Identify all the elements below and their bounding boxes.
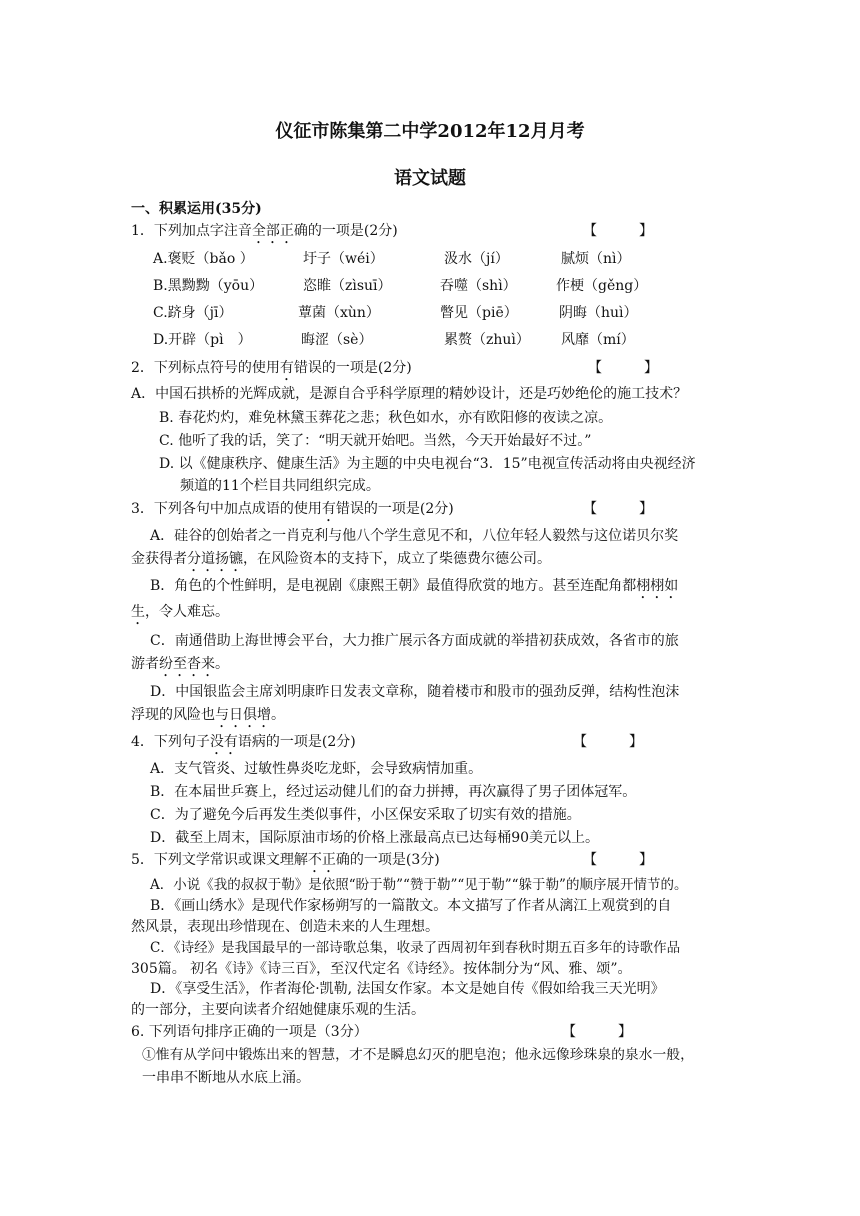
q3-option-a-line2 [131,549,551,575]
q1-c-1: C.跻身（jī） [153,305,233,321]
q1-c-4: 阴晦（huì） [559,305,638,321]
q4-option-c: C．为了避免今后再发生类似事件，小区保安采取了切实有效的措施。 [150,807,581,823]
q3-option-c-line1: C．南通借助上海世博会平台，大力推广展示各方面成就的举措初获成效，各省市的旅 [150,633,679,649]
question-5-stem [131,850,440,876]
page-subtitle: 语文试题 [394,168,466,189]
q3-b2-idiom: 生 [131,604,145,620]
question-1-stem [131,221,398,247]
q1-b-1: B.黑黝黝（yōu） [153,278,264,294]
q3-a2-idiom: 分道扬镳 [187,551,243,567]
q1-c-3: 瞥见（piē） [440,305,518,321]
q1-b-2: 恣睢（zìsuī） [303,278,392,294]
question-5-stem-post: 确的一项是(3分) [335,852,440,868]
question-6-stem: 6. 下列语句排序正确的一项是（3分） [131,1024,368,1040]
q1-b-3: 吞噬（shì） [440,278,517,294]
q5-option-d-line2: 的一部分，主要向读者介绍她健康乐观的生活。 [131,1002,425,1018]
q1-d-3: 累赘（zhuì） [444,332,530,348]
q1-b-4: 作梗（gěng） [556,278,648,294]
q3-b1-pre: B．角色的个性鲜明，是电视剧《康熙王朝》最值得欣赏的地方。甚至连配角都 [150,578,637,594]
q4-option-b: B．在本届世乒赛上，经过运动健儿们的奋力拼搏，再次赢得了男子团体冠军。 [150,784,637,800]
q2-option-b: B. 春花灼灼，难免林黛玉葬花之悲；秋色如水，亦有欧阳修的夜读之凉。 [159,410,613,426]
q3-c2-post: 。 [215,656,229,672]
q3-option-a-line1: A．硅谷的创始者之一肖克利与他八个学生意见不和，八位年轻人毅然与这位诺贝尔奖 [150,528,679,544]
q3-d2-post: 。 [271,707,285,723]
q5-option-d-line1: D．《享受生活》，作者海伦·凯勒, 法国女作家。本文是她自传《假如给我三天光明》 [150,981,665,997]
question-2-stem-post: 错误的一项是(2分) [293,360,412,376]
question-5-stem-dot: 不正 [307,852,336,868]
q3-b2-post: ，令人难忘。 [145,604,229,620]
question-3-stem-post: 错误的一项是(2分) [335,501,454,517]
question-4-stem-pre: 4．下列句子 [131,734,210,750]
question-3-stem-pre: 3．下列各句中加点成语的使用 [131,501,322,517]
section-heading: 一、积累运用(35分) [131,201,262,217]
q3-option-c-line2 [131,654,229,680]
q3-d2-pre: 浮现的风险也 [131,707,215,723]
q3-option-d-line1: D．中国银监会主席刘明康昨日发表文章称，随着楼市和股市的强劲反弹，结构性泡沫 [150,684,680,700]
q3-option-b-line1 [150,576,678,602]
q1-a-2: 圩子（wéi） [303,251,384,267]
q3-c2-pre: 游者 [131,656,159,672]
question-4-stem-dot: 没有 [209,734,238,750]
answer-bracket-3: 【 】 [583,501,653,517]
q1-a-1: A.褒贬（bǎo ） [153,251,254,267]
q2-option-c: C. 他听了我的话，笑了：“明天就开始吧。当然，今天开始最好不过。” [159,433,592,449]
q1-a-4: 腻烦（nì） [561,251,631,267]
q5-option-b-line1: B．《画山绣水》是现代作家杨朔写的一篇散文。本文描写了作者从漓江上观赏到的自 [150,898,672,914]
question-2-stem [131,358,412,384]
q1-d-2: 晦涩（sè） [301,332,373,348]
q4-option-a: A．支气管炎、过敏性鼻炎吃龙虾，会导致病情加重。 [150,761,483,777]
q3-a2-pre: 金获得者 [131,551,187,567]
q5-option-b-line2: 然风景，表现出珍惜现在、创造未来的人生理想。 [131,919,439,935]
q3-c2-idiom: 纷至沓来 [159,656,215,672]
q3-d2-idiom: 与日俱增 [215,707,271,723]
question-2-stem-pre: 2．下列标点符号的使用 [131,360,280,376]
question-5-stem-pre: 5．下列文学常识或课文理解 [131,852,308,868]
question-3-stem [131,499,454,525]
page-title: 仪征市陈集第二中学2012年12月月考 [275,121,585,142]
q3-option-b-line2 [131,602,229,628]
q2-option-d-line1: D. 以《健康秩序、健康生活》为主题的中央电视台“3．15”电视宣传活动将由央视经济 [159,456,696,472]
answer-bracket-1: 【 】 [583,223,653,239]
question-1-stem-post: 确的一项是(2分) [293,223,398,239]
answer-bracket-5: 【 】 [583,852,653,868]
q3-option-d-line2 [131,705,285,731]
question-1-stem-pre: 1．下列加点字注音 [131,223,252,239]
question-4-stem [131,732,356,758]
answer-bracket-4: 【 】 [573,734,643,750]
q5-option-c-line2: 305篇。 初名《诗》《诗三百》，至汉代定名《诗经》。按体制分为“风、雅、颂”。 [131,961,632,977]
answer-bracket-2: 【 】 [588,360,658,376]
q4-option-d: D．截至上周末，国际原油市场的价格上涨最高点已达每桶90美元以上。 [150,830,600,846]
answer-bracket-6: 【 】 [562,1024,632,1040]
q6-sentence-1-line2: 一串串不断地从水底上涌。 [142,1070,310,1086]
q2-option-d-line2: 频道的11个栏目共同组织完成。 [180,478,380,494]
question-4-stem-post: 语病的一项是(2分) [237,734,356,750]
q3-b1-idiom: 栩栩如 [636,578,679,594]
q1-c-2: 蕈菌（xùn） [298,305,380,321]
q1-d-4: 风靡（mí） [561,332,635,348]
question-1-stem-dot: 全部正 [251,223,294,239]
question-2-stem-dot: 有 [279,360,294,376]
q1-a-3: 汲水（jí） [444,251,509,267]
q6-sentence-1-line1: ①惟有从学问中锻炼出来的智慧，才不是瞬息幻灭的肥皂泡；他永远像珍珠泉的泉水一般， [142,1047,694,1063]
q2-option-a: A．中国石拱桥的光辉成就，是源自合乎科学原理的精妙设计，还是巧妙绝伦的施工技术？ [131,386,688,402]
q3-a2-post: ，在风险资本的支持下，成立了柴德费尔德公司。 [243,551,551,567]
question-3-stem-dot: 有 [321,501,336,517]
q5-option-a: A．小说《我的叔叔于勒》是依照“盼于勒”“赞于勒”“见于勒”“躲于勒”的顺序展开情节的。 [150,877,688,893]
q1-d-1: D.开辟（pì ） [153,332,252,348]
q5-option-c-line1: C．《诗经》是我国最早的一部诗歌总集，收录了西周初年到春秋时期五百多年的诗歌作品 [150,940,681,956]
